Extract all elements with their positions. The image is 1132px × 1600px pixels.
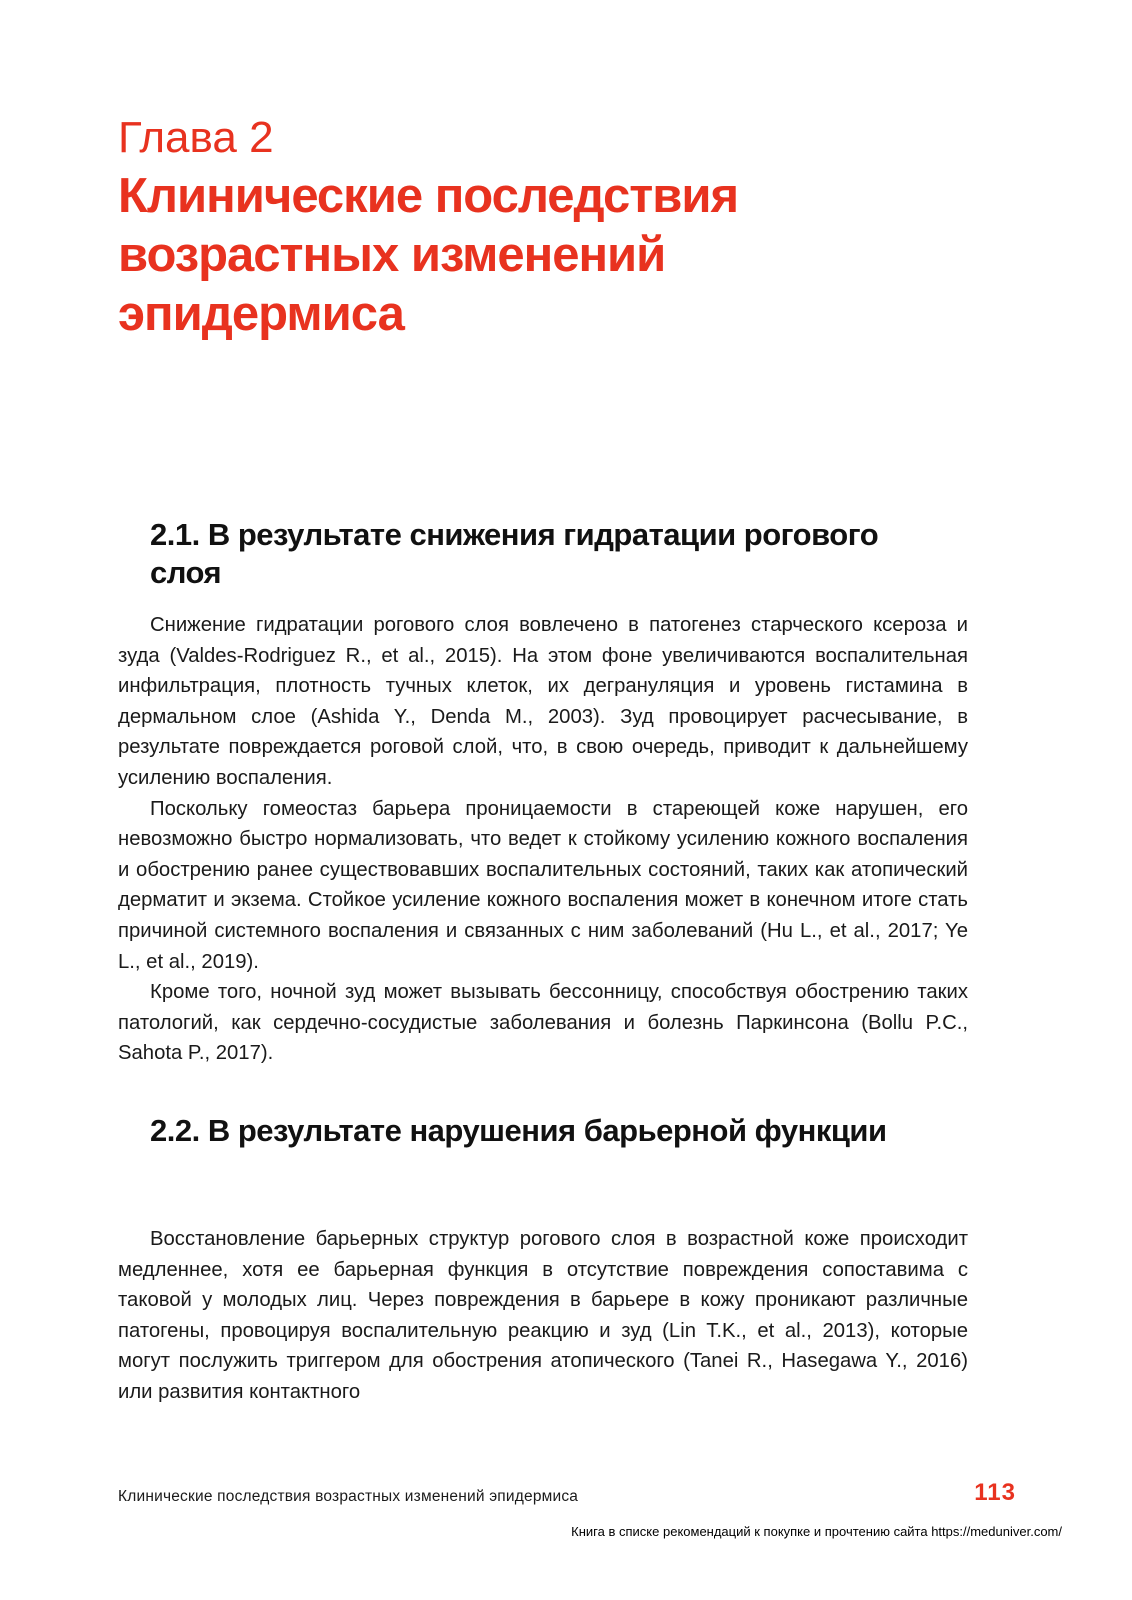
paragraph: Поскольку гомеостаз барьера проницаемости в стареющей коже нарушен, его невозможно быстро нормализовать, что ведет к стойкому усилению кожного воспаления и обострению ранее существовавших воспалительных состояний, таких как атопический дерматит и экзема. Стойкое усиление кожного воспаления может в конечном итоге стать причиной системного воспаления и связанных с ним заболеваний (Hu L., et al., 2017; Ye L., et al., 2019).	[118, 797, 968, 973]
watermark-link-text[interactable]: Книга в списке рекомендаций к покупке и прочтению сайта https://meduniver.com/	[571, 1524, 1062, 1539]
paragraph: Кроме того, ночной зуд может вызывать бессонницу, способствуя обострению таких патологий, как сердечно-сосудистые заболевания и болезнь Паркинсона (Bollu P.C., Sahota P., 2017).	[118, 981, 968, 1065]
section-body-2-1	[118, 610, 968, 1069]
chapter-label: Глава 2	[118, 113, 274, 162]
section-heading-2-1: 2.1. В результате снижения гидратации рогового слоя	[150, 517, 879, 590]
section-body-2-2	[118, 1224, 968, 1408]
paragraph: Снижение гидратации рогового слоя вовлечено в патогенез старческого ксероза и зуда (Valdes-Rodriguez R., et al., 2015). На этом фоне увеличиваются воспалительная инфильтрация, плотность тучных клеток, их дегрануляция и уровень гистамина в дермальном слое (Ashida Y., Denda M., 2003). Зуд провоцирует расчесывание, в результате повреждается роговой слой, что, в свою очередь, приводит к дальнейшему усилению воспаления.	[118, 614, 968, 789]
chapter-title: Клинические последствия возрастных изменений эпидермиса	[118, 169, 739, 341]
section-heading-2-2: 2.2. В результате нарушения барьерной функции	[150, 1113, 887, 1148]
page-number: 113	[974, 1479, 1016, 1506]
footer-running-title: Клинические последствия возрастных изменений эпидермиса	[118, 1488, 579, 1505]
paragraph: Восстановление барьерных структур рогового слоя в возрастной коже происходит медленнее, хотя ее барьерная функция в отсутствие повреждения сопоставима с таковой у молодых лиц. Через повреждения в барьере в кожу проникают различные патогены, провоцируя воспалительную реакцию и зуд (Lin T.K., et al., 2013), которые могут послужить триггером для обострения атопического (Tanei R., Hasegawa Y., 2016) или развития контактного	[118, 1228, 968, 1403]
